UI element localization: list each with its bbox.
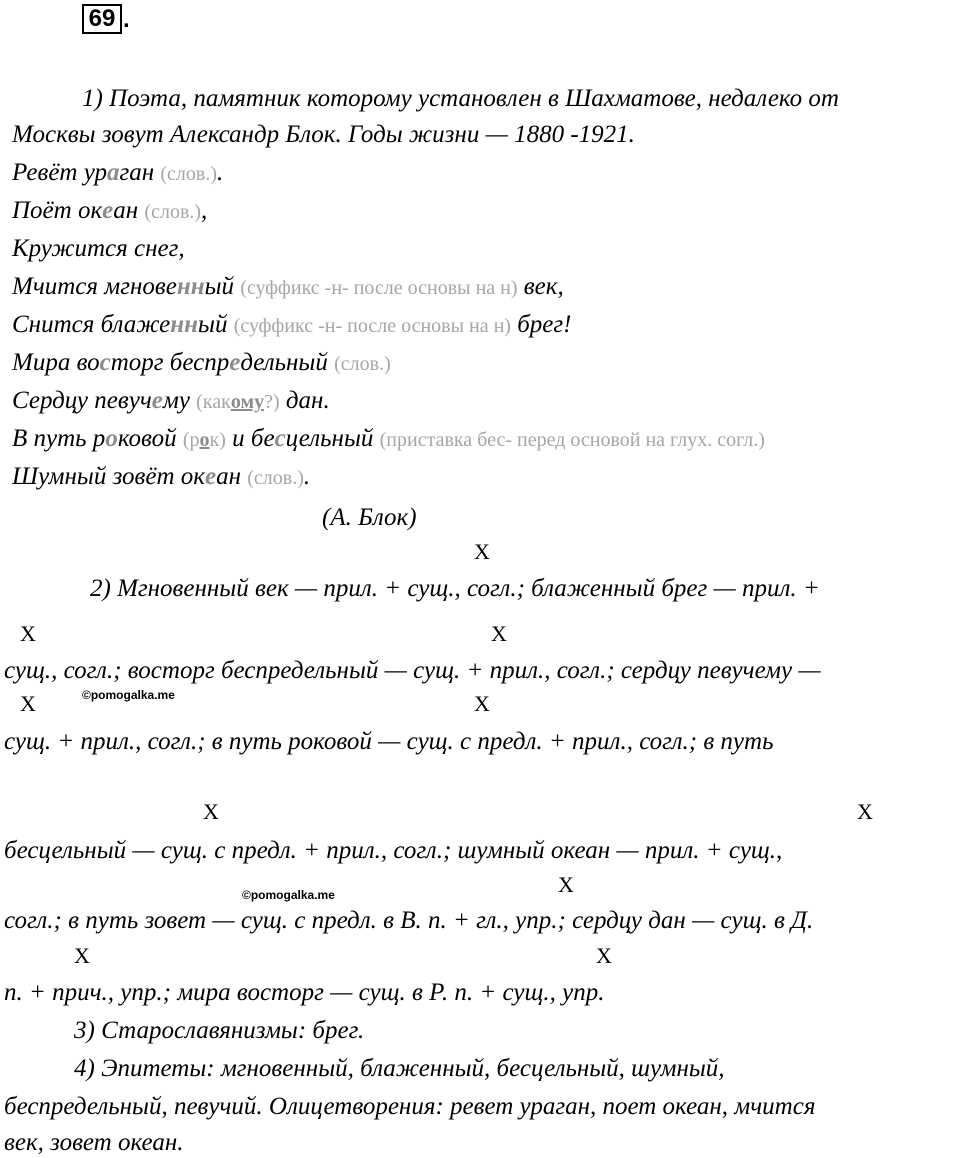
p4-line3: век, зовет океан. xyxy=(4,1129,184,1156)
poem-line-3: Кружится снег, xyxy=(12,235,185,262)
hint: (рок) xyxy=(182,429,226,451)
p2-row1: 2) Мгновенный век — прил. + сущ., согл.; блаженный брег — прил. + xyxy=(90,575,820,602)
p2-row2: сущ., согл.; восторг беспредельный — сущ. + прил., согл.; сердцу певучему — xyxy=(4,657,821,684)
poem-line-6: Мира восторг беспредельный (слов.) xyxy=(12,349,391,376)
marker-x: Х xyxy=(20,691,36,716)
poem-author: (А. Блок) xyxy=(322,504,417,531)
p4-line2: беспредельный, певучий. Олицетворения: ревет ураган, поет океан, мчится xyxy=(4,1093,816,1120)
poem-line-9: Шумный зовёт океан (слов.). xyxy=(12,463,311,490)
hint: (какому?) xyxy=(196,391,280,413)
hint: (слов.) xyxy=(247,467,304,489)
p4-line1: 4) Эпитеты: мгновенный, блаженный, бесцельный, шумный, xyxy=(74,1055,725,1082)
hint: (слов.) xyxy=(144,201,202,223)
marker-x: Х xyxy=(474,539,490,564)
p2-row6: п. + прич., упр.; мира восторг — сущ. в Р. п. + сущ., упр. xyxy=(4,979,605,1006)
poem-line-8: В путь роковой (рок) и бесцельный (приставка бес- перед основой на глух. согл.) xyxy=(12,425,765,452)
marker-x: Х xyxy=(558,872,574,897)
watermark: ©pomogalka.me xyxy=(242,888,335,902)
marker-x: Х xyxy=(596,943,612,968)
hint: (приставка бес- перед основой на глух. согл.) xyxy=(379,429,765,451)
poem-line-1: Ревёт ураган (слов.). xyxy=(12,159,224,186)
task-number-dot: . xyxy=(123,6,130,33)
poem-line-7: Сердцу певучему (какому?) дан. xyxy=(12,387,330,414)
p2-row3: сущ. + прил., согл.; в путь роковой — сущ. с предл. + прил., согл.; в путь xyxy=(4,728,774,755)
hint: (слов.) xyxy=(160,163,218,185)
p2-row4: бесцельный — сущ. с предл. + прил., согл.; шумный океан — прил. + сущ., xyxy=(4,837,783,864)
hint: (суффикс -н- после основы на н) xyxy=(233,315,511,337)
marker-x: Х xyxy=(857,799,873,824)
p3-line: 3) Старославянизмы: брег. xyxy=(74,1017,365,1044)
marker-x: Х xyxy=(20,621,36,646)
marker-x: Х xyxy=(74,943,90,968)
poem-line-5: Снится блаженный (суффикс -н- после основы на н) брег! xyxy=(12,311,572,338)
marker-x: Х xyxy=(491,621,507,646)
p1-line1: 1) Поэта, памятник которому установлен в Шахматове, недалеко от xyxy=(82,85,839,112)
p2-row5: согл.; в путь зовет — сущ. с предл. в В. п. + гл., упр.; сердцу дан — сущ. в Д. xyxy=(4,907,814,934)
poem-line-2: Поёт океан (слов.), xyxy=(12,197,208,224)
task-number: 69 xyxy=(82,4,122,34)
p1-line2: Москвы зовут Александр Блок. Годы жизни — 1880 -1921. xyxy=(12,121,635,148)
hint: (слов.) xyxy=(334,353,391,375)
marker-x: Х xyxy=(474,691,490,716)
watermark: ©pomogalka.me xyxy=(82,688,175,702)
hint: (суффикс -н- после основы на н) xyxy=(240,277,518,299)
marker-x: Х xyxy=(203,799,219,824)
poem-line-4: Мчится мгновенный (суффикс -н- после основы на н) век, xyxy=(12,273,564,300)
